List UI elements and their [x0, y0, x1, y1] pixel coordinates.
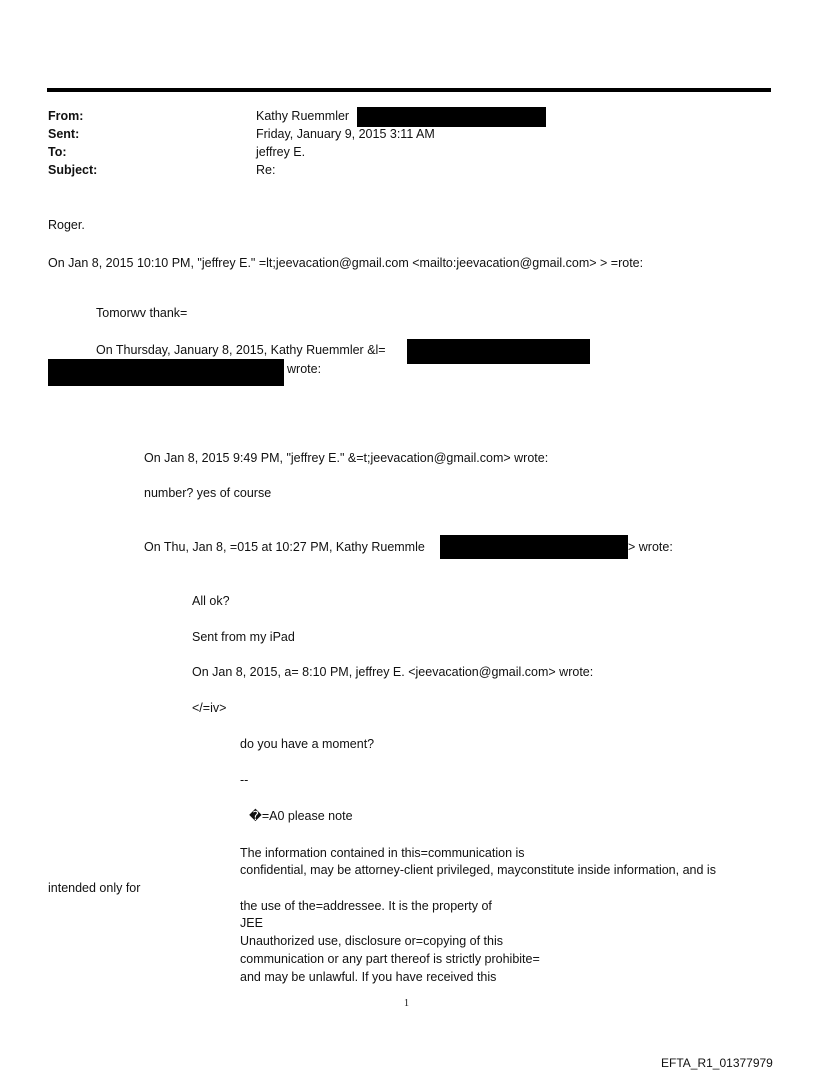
- body-line: number? yes of course: [144, 486, 272, 500]
- sent-value: Friday, January 9, 2015 3:11 AM: [256, 127, 435, 141]
- from-label: From:: [48, 109, 84, 123]
- body-line: On Thursday, January 8, 2015, Kathy Ruemmler &l=: [96, 343, 386, 357]
- body-line: communication or any part thereof is strictly prohibite=: [240, 952, 540, 966]
- body-line: The information contained in this=communication is: [240, 846, 525, 860]
- body-line: intended only for: [48, 881, 141, 895]
- to-label: To:: [48, 145, 67, 159]
- subject-label: Subject:: [48, 163, 98, 177]
- redaction-email: [48, 359, 284, 386]
- body-line: All ok?: [192, 594, 230, 608]
- body-line: On Jan 8, 2015 10:10 PM, "jeffrey E." =lt;jeevacation@gmail.com <mailto:jeevacation@gmail.com> > =rote:: [48, 256, 644, 270]
- body-line: Tomorwv thank=: [96, 306, 188, 320]
- body-line: �=A0 please note: [249, 809, 353, 823]
- page-number: 1: [404, 998, 409, 1009]
- body-line: and may be unlawful. If you have received this: [240, 970, 497, 984]
- header-rule: [47, 88, 771, 92]
- body-line: the use of the=addressee. It is the property of: [240, 899, 492, 913]
- body-line: Unauthorized use, disclosure or=copying of this: [240, 934, 503, 948]
- body-line: On Jan 8, 2015, a= 8:10 PM, jeffrey E. <jeevacation@gmail.com> wrote:: [192, 665, 594, 679]
- body-line: JEE: [240, 916, 263, 930]
- sent-label: Sent:: [48, 127, 80, 141]
- body-line: > wrote:: [628, 540, 673, 554]
- subject-value: Re:: [256, 163, 276, 177]
- redaction-from-email: [357, 107, 546, 127]
- body-line: On Thu, Jan 8, =015 at 10:27 PM, Kathy Ruemmle: [144, 540, 425, 554]
- body-line: confidential, may be attorney-client privileged, mayconstitute inside information, and is: [240, 863, 716, 877]
- body-line: do you have a moment?: [240, 737, 375, 751]
- from-value: Kathy Ruemmler: [256, 109, 350, 123]
- body-line: --: [240, 773, 249, 787]
- body-line: Sent from my iPad: [192, 630, 295, 644]
- body-line: wrote:: [287, 362, 322, 376]
- body-line: On Jan 8, 2015 9:49 PM, "jeffrey E." &=t;jeevacation@gmail.com> wrote:: [144, 451, 549, 465]
- to-value: jeffrey E.: [256, 145, 306, 159]
- redaction-email: [440, 535, 628, 559]
- redaction-email: [407, 339, 590, 364]
- body-line: </=iv>: [192, 701, 227, 715]
- document-id: EFTA_R1_01377979: [661, 1056, 773, 1070]
- body-line: Roger.: [48, 218, 85, 232]
